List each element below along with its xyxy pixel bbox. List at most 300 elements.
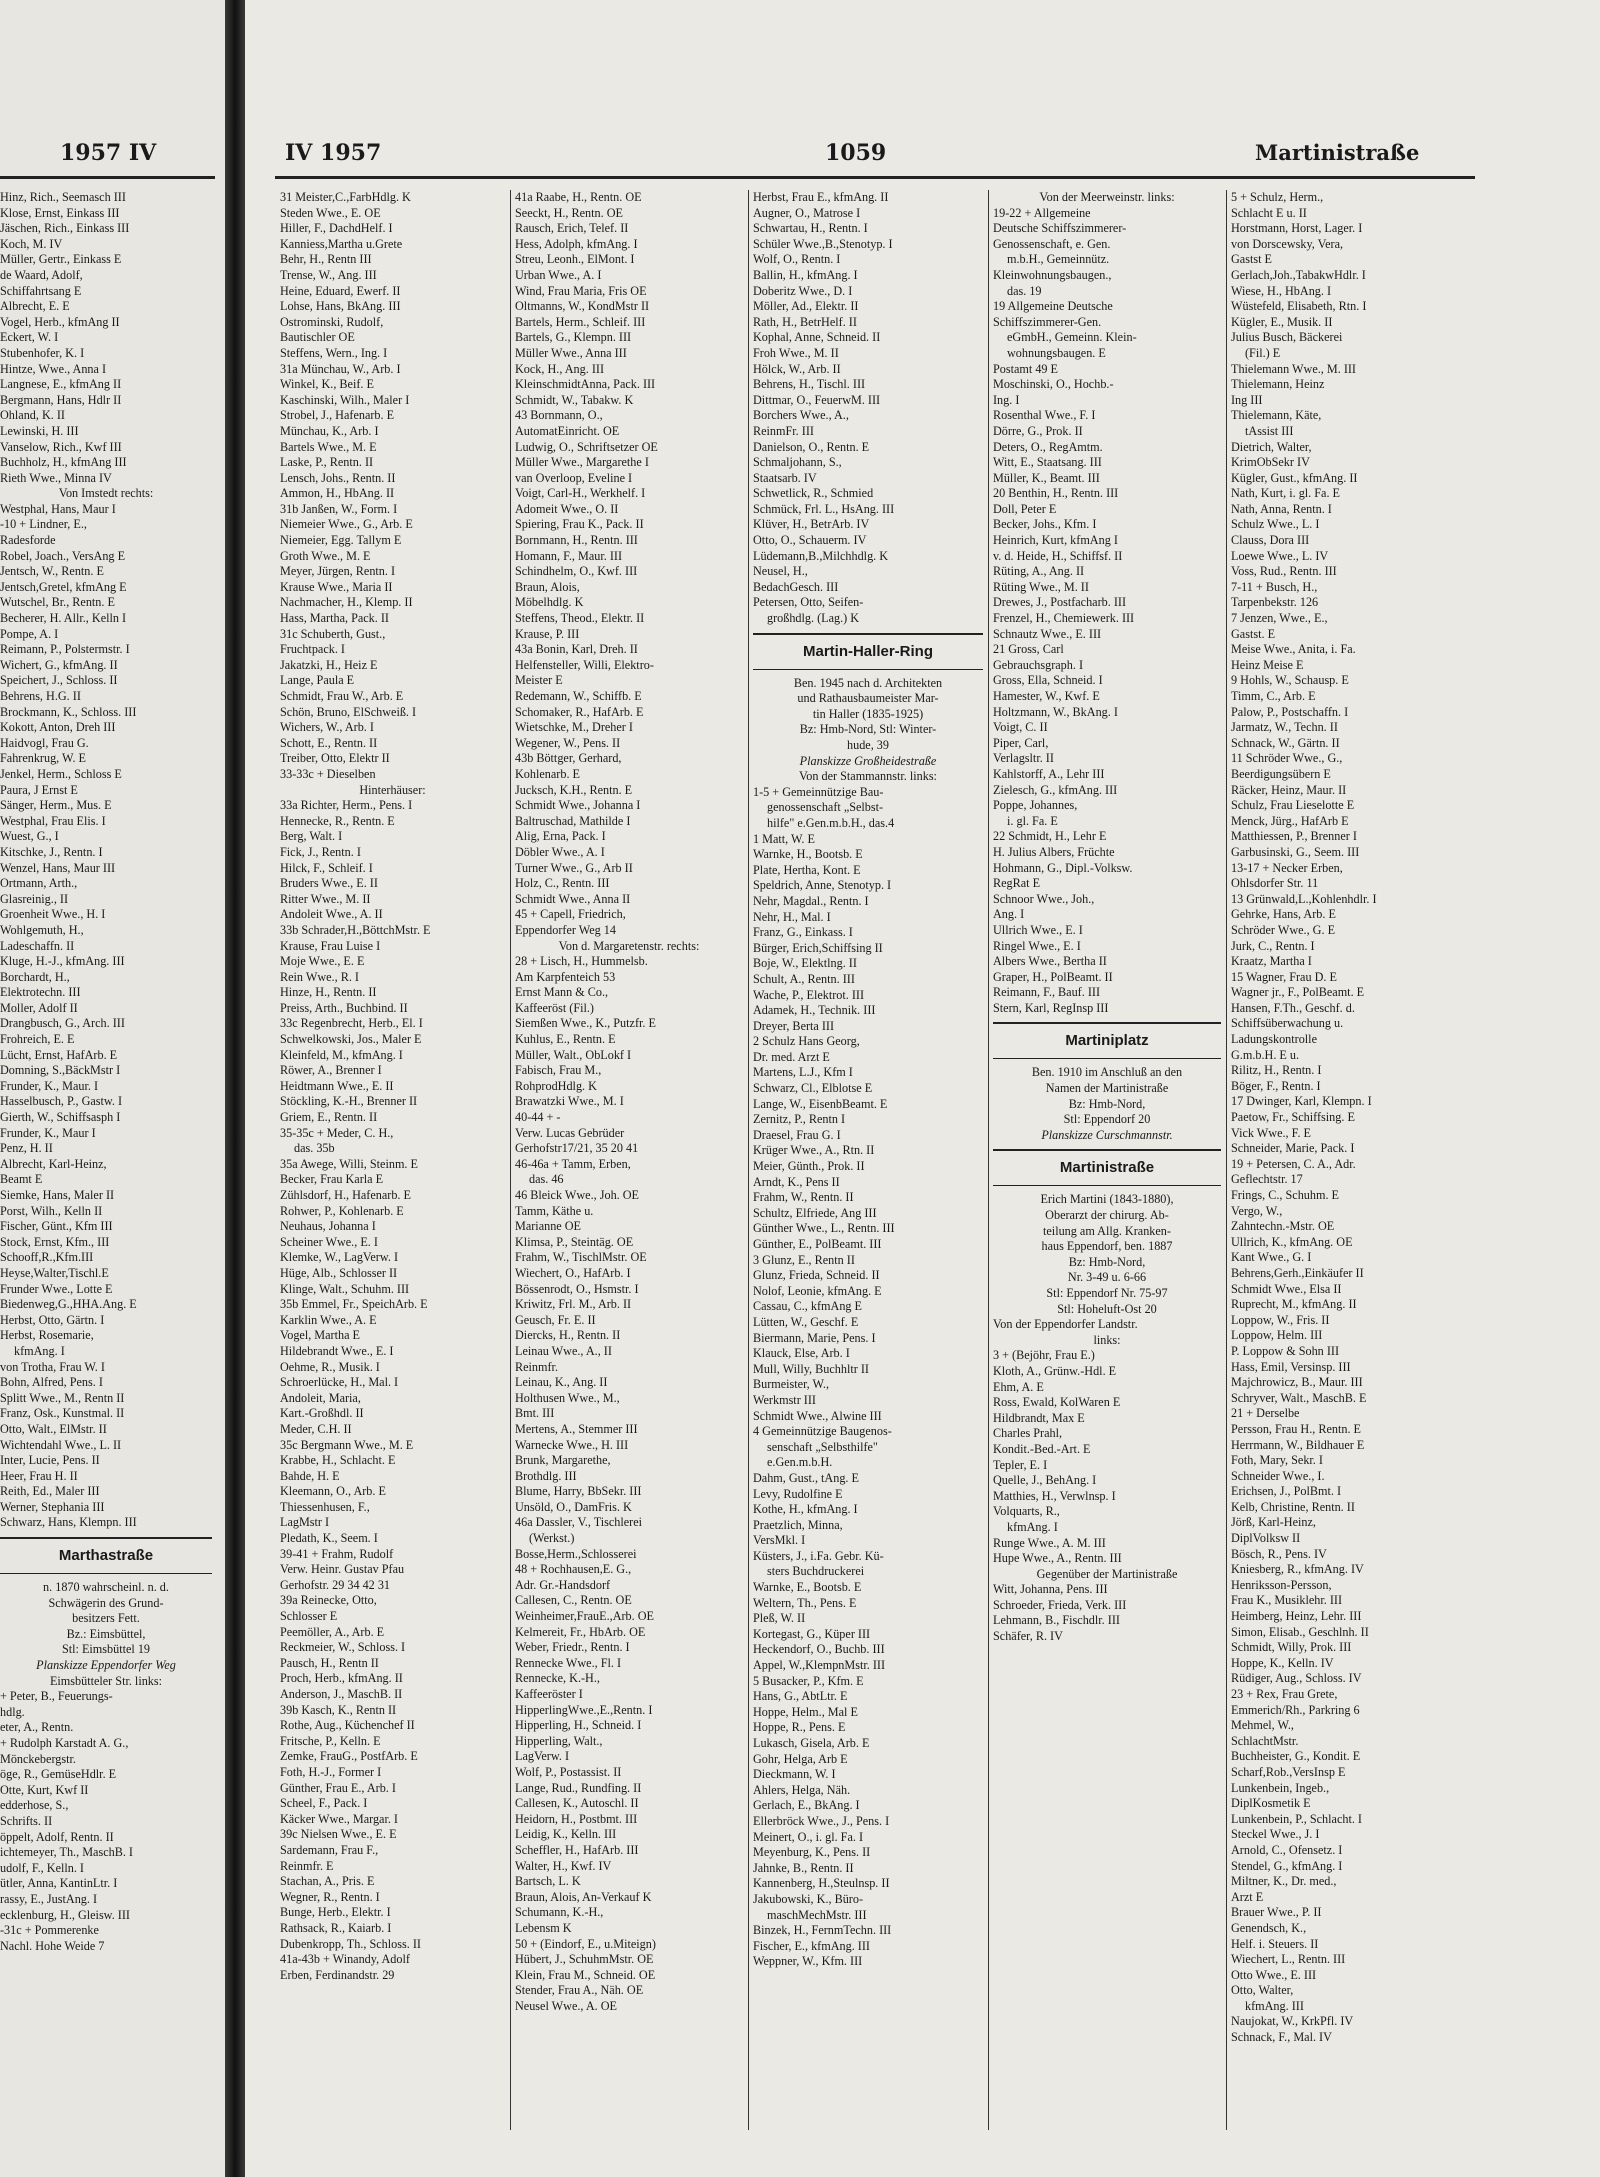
directory-entry: Böger, F., Rentn. I: [1231, 1078, 1321, 1093]
directory-entry: Streu, Leonh., ElMont. I: [515, 252, 635, 267]
directory-entry: 20 Benthin, H., Rentn. III: [993, 486, 1119, 501]
directory-entry: Schwetlick, R., Schmied: [753, 486, 874, 501]
directory-entry: H. Julius Albers, Früchte: [993, 844, 1115, 859]
directory-entry: Brauer Wwe., P. II: [1231, 1905, 1322, 1920]
directory-entry: Porst, Wilh., Kelln II: [0, 1203, 103, 1218]
directory-entry: Geflechtstr. 17: [1231, 1172, 1303, 1187]
directory-entry: Küsters, J., i.Fa. Gebr. Kü-: [753, 1548, 884, 1563]
directory-entry: Lütten, W., Geschf. E: [753, 1314, 859, 1329]
directory-entry: Kniesberg, R., kfmAng. IV: [1231, 1562, 1364, 1577]
directory-entry: Brockmann, K., Schloss. III: [0, 704, 137, 719]
directory-entry: Steckel Wwe., J. I: [1231, 1827, 1320, 1842]
directory-entry: 43 Bornmann, O.,: [515, 408, 603, 423]
directory-entry: Wagner jr., F., PolBeamt. E: [1231, 985, 1365, 1000]
directory-entry: Karklin Wwe., A. E: [280, 1312, 377, 1327]
directory-entry: Meyer, Jürgen, Rentn. I: [280, 564, 396, 579]
directory-entry: Franz, Osk., Kunstmal. II: [0, 1406, 125, 1421]
directory-entry: Stl: Eppendorf Nr. 75-97: [1046, 1286, 1168, 1300]
directory-entry: Frahm, W., Rentn. II: [753, 1190, 854, 1205]
directory-entry: das. 35b: [294, 1141, 335, 1156]
directory-entry: Rein Wwe., R. I: [280, 969, 359, 984]
directory-entry: Praetzlich, Minna,: [753, 1517, 843, 1532]
directory-column-4: [993, 190, 1221, 2130]
directory-entry: Kluge, H.-J., kfmAng. III: [0, 954, 125, 969]
directory-entry: Zühlsdorf, H., Hafenarb. E: [280, 1188, 411, 1202]
directory-entry: Bartels Wwe., M. E: [280, 439, 377, 454]
directory-entry: Ladeschaffn. II: [0, 938, 75, 953]
directory-entry: Ringel Wwe., E. I: [993, 938, 1081, 953]
directory-entry: Otto, O., Schauerm. IV: [753, 533, 867, 548]
directory-entry: Frau K., Musiklehr. III: [1231, 1593, 1343, 1608]
directory-entry: de Waard, Adolf,: [0, 267, 83, 282]
directory-entry: Weber, Friedr., Rentn. I: [515, 1640, 630, 1655]
directory-entry: Mönckebergstr.: [0, 1751, 76, 1766]
directory-entry: Ben. 1910 im Anschluß an den: [1031, 1065, 1183, 1080]
directory-entry: Hiller, F., DachdHelf. I: [280, 221, 393, 236]
directory-entry: Frohreich, E. E: [0, 1032, 75, 1047]
directory-entry: Kraatz, Martha I: [1231, 954, 1312, 969]
directory-entry: Hansen, F.Th., Geschf. d.: [1231, 1000, 1355, 1015]
directory-entry: Schwarz, Hans, Klempn. III: [0, 1515, 137, 1530]
directory-entry: Behrens, H., Tischl. III: [753, 377, 866, 392]
directory-entry: Petersen, Otto, Seifen-: [753, 595, 864, 610]
directory-entry: RegRat E: [993, 876, 1041, 891]
directory-entry: Bohn, Alfred, Pens. I: [0, 1375, 103, 1390]
directory-entry: Treiber, Otto, Elektr II: [280, 751, 390, 766]
directory-entry: Hipperling, H., Schneid. I: [515, 1718, 642, 1733]
directory-entry: Lohse, Hans, BkAng. III: [280, 299, 401, 314]
directory-entry: Penz, H. II: [0, 1141, 53, 1156]
directory-entry: Schneider, Marie, Pack. I: [1231, 1141, 1355, 1156]
directory-entry: 22 Schmidt, H., Lehr E: [993, 829, 1107, 844]
directory-entry: Schiffsüberwachung u.: [1231, 1016, 1344, 1031]
directory-entry: Nolof, Leonie, kfmAng. E: [753, 1283, 882, 1298]
directory-entry: Werner, Stephania III: [0, 1499, 105, 1514]
directory-entry: Diercks, H., Rentn. II: [515, 1328, 621, 1343]
directory-entry: Ohlsdorfer Str. 11: [1231, 876, 1319, 891]
directory-entry: Schultz, Elfriede, Ang III: [753, 1205, 877, 1220]
directory-entry: Langnese, E., kfmAng II: [0, 377, 122, 392]
directory-entry: 35a Awege, Willi, Steinm. E: [280, 1156, 418, 1171]
directory-entry: Holthusen Wwe., M.,: [515, 1390, 620, 1405]
directory-entry: Hölck, W., Arb. II: [753, 361, 841, 376]
directory-entry: Hildbrandt, Max E: [993, 1410, 1085, 1425]
directory-entry: Steden Wwe., E. OE: [280, 205, 381, 220]
directory-entry: Gastst E: [1231, 252, 1272, 267]
directory-entry: Heidorn, H., Postbmt. III: [515, 1811, 638, 1826]
directory-entry: Drewes, J., Postfacharb. III: [993, 595, 1127, 610]
directory-entry: Timm, C., Arb. E: [1231, 689, 1316, 703]
directory-entry: Hess, Adolph, kfmAng. I: [515, 236, 638, 251]
directory-entry: 13-17 + Necker Erben,: [1231, 860, 1343, 875]
directory-entry: Nachmacher, H., Klemp. II: [280, 595, 413, 610]
directory-entry: Reimann, F., Bauf. III: [993, 985, 1100, 1000]
directory-entry: Beerdigungsübern E: [1231, 766, 1331, 781]
directory-entry: Müller, K., Beamt. III: [993, 470, 1100, 485]
directory-entry: Neusel Wwe., A. OE: [515, 1998, 617, 2013]
directory-entry: Hohmann, G., Dipl.-Volksw.: [993, 860, 1133, 875]
directory-entry: Kokott, Anton, Dreh III: [0, 720, 116, 735]
directory-entry: Voigt, Carl-H., Werkhelf. I: [515, 486, 646, 501]
directory-entry: Callesen, C., Rentn. OE: [515, 1593, 632, 1608]
directory-entry: Jenkel, Herm., Schloss E: [0, 766, 122, 781]
directory-entry: Zemke, FrauG., PostfArb. E: [280, 1749, 418, 1764]
directory-entry: Otto, Walt., ElMstr. II: [0, 1421, 107, 1436]
directory-entry: Klose, Ernst, Einkass III: [0, 205, 120, 220]
directory-entry: Alig, Erna, Pack. I: [515, 829, 606, 844]
directory-entry: Frings, C., Schuhm. E: [1231, 1188, 1340, 1202]
directory-entry: Mertens, A., Stemmer III: [515, 1421, 638, 1436]
directory-entry: Schmidt Wwe., Alwine III: [753, 1408, 882, 1423]
directory-entry: Kanniess,Martha u.Grete: [280, 236, 403, 251]
directory-entry: Ammon, H., HbAng. II: [280, 486, 395, 501]
directory-entry: Oltmanns, W., KondMstr II: [515, 299, 650, 314]
directory-entry: Brothdlg. III: [515, 1468, 577, 1483]
directory-entry: Bosse,Herm.,Schlosserei: [515, 1546, 637, 1561]
directory-entry: Heyse,Walter,Tischl.E: [0, 1265, 109, 1280]
directory-entry: Bartels, G., Klempn. III: [515, 330, 632, 345]
directory-entry: Meise Wwe., Anita, i. Fa.: [1231, 642, 1356, 657]
directory-entry: Froh Wwe., M. II: [753, 345, 839, 360]
directory-entry: Fick, J., Rentn. I: [280, 844, 361, 859]
directory-entry: Jentsch,Gretel, kfmAng E: [0, 579, 127, 594]
directory-entry: 31a Münchau, W., Arb. I: [280, 361, 401, 376]
directory-entry: Becker, Frau Karla E: [280, 1172, 384, 1187]
directory-entry: Eimsbütteler Str. links:: [49, 1673, 163, 1688]
directory-entry: Winkel, K., Beif. E: [280, 377, 374, 392]
directory-entry: Hupe Wwe., A., Rentn. III: [993, 1551, 1122, 1566]
directory-entry: Jentsch, W., Rentn. E: [0, 564, 104, 579]
directory-entry: Bahde, H. E: [280, 1468, 340, 1483]
directory-entry: Adomeit Wwe., O. II: [515, 501, 619, 516]
directory-entry: genossenschaft „Selbst-: [767, 800, 884, 815]
directory-entry: Wuest, G., I: [0, 829, 59, 844]
directory-entry: Von d. Margaretenstr. rechts:: [558, 938, 700, 953]
directory-entry: Schulz Wwe., L. I: [1231, 517, 1320, 532]
directory-entry: Kleinwohnungsbaugen.,: [993, 267, 1112, 282]
directory-entry: Herbst, Frau E., kfmAng. II: [753, 190, 889, 204]
directory-entry: Matthies, H., Verwlnsp. I: [993, 1488, 1116, 1503]
directory-entry: Stöckling, K.-H., Brenner II: [280, 1094, 418, 1109]
directory-entry: tin Haller (1835-1925): [812, 706, 924, 721]
directory-entry: VersMkl. I: [753, 1533, 806, 1548]
directory-column-1: [280, 190, 505, 2130]
directory-entry: Kortegast, G., Küper III: [753, 1626, 871, 1641]
directory-entry: Rathsack, R., Kaiarb. I: [280, 1920, 392, 1935]
directory-entry: Kondit.-Bed.-Art. E: [993, 1441, 1091, 1456]
directory-entry: Nehr, H., Mal. I: [753, 909, 831, 924]
directory-entry: 48 + Rochhausen,E. G.,: [515, 1562, 632, 1577]
directory-entry: Stern, Karl, RegInsp III: [993, 1000, 1109, 1015]
directory-entry: Franz, G., Einkass. I: [753, 925, 853, 940]
directory-entry: Hoppe, R., Pens. E: [753, 1720, 846, 1735]
directory-entry: Behrens, H.G. II: [0, 689, 81, 703]
directory-entry: Cassau, C., kfmAng E: [753, 1299, 863, 1314]
directory-entry: 11 Schröder Wwe., G.,: [1231, 751, 1343, 766]
directory-entry: Lange, Paula E: [280, 673, 355, 688]
directory-entry: Becker, Johs., Kfm. I: [993, 517, 1097, 532]
directory-entry: 50 + (Eindorf, E., u.Miteign): [515, 1936, 656, 1951]
directory-entry: Wichtendahl Wwe., L. II: [0, 1437, 122, 1452]
directory-entry: Leidig, K., Kelln. III: [515, 1827, 617, 1842]
directory-entry: Speldrich, Anne, Stenotyp. I: [753, 878, 892, 893]
directory-entry: Adamek, H., Technik. III: [753, 1003, 876, 1018]
directory-entry: Günther Wwe., L., Rentn. III: [753, 1221, 895, 1236]
section-rule: [0, 1537, 212, 1539]
directory-entry: Meier, Günth., Prok. II: [753, 1159, 865, 1174]
directory-entry: Deutsche Schiffszimmerer-: [993, 221, 1127, 236]
directory-entry: Bergmann, Hans, Hdlr II: [0, 392, 122, 407]
directory-entry: Hinterhäuser:: [359, 782, 426, 797]
directory-entry: Loewe Wwe., L. IV: [1231, 548, 1329, 563]
directory-entry: Heidtmann Wwe., E. II: [280, 1078, 394, 1093]
directory-entry: Augner, O., Matrose I: [753, 205, 861, 220]
section-rule: [993, 1149, 1221, 1151]
directory-entry: Rath, H., BetrHelf. II: [753, 314, 857, 329]
directory-entry: Lange, W., EisenbBeamt. E: [753, 1096, 888, 1111]
directory-entry: Wenzel, Hans, Maur III: [0, 860, 116, 875]
directory-entry: Gerlach,Joh.,TabakwHdlr. I: [1231, 267, 1366, 282]
directory-entry: Verw. Heinr. Gustav Pfau: [280, 1562, 405, 1577]
directory-entry: Rausch, Erich, Telef. II: [515, 221, 629, 236]
directory-entry: Griem, E., Rentn. II: [280, 1110, 378, 1125]
directory-entry: Nachl. Hohe Weide 7: [0, 1938, 105, 1953]
directory-entry: RohprodHdlg. K: [515, 1078, 597, 1093]
directory-entry: Schnack, W., Gärtn. II: [1231, 735, 1340, 750]
directory-entry: Marianne OE: [515, 1219, 581, 1234]
directory-entry: Kleinfeld, M., kfmAng. I: [280, 1047, 403, 1062]
directory-entry: 17 Dwinger, Karl, Klempn. I: [1231, 1094, 1372, 1109]
directory-entry: Hoppe, K., Kelln. IV: [1231, 1655, 1334, 1670]
directory-entry: 31 Meister,C.,FarbHdlg. K: [280, 190, 411, 204]
directory-entry: Gohr, Helga, Arb E: [753, 1751, 848, 1766]
directory-entry: hude, 39: [847, 738, 889, 752]
directory-entry: Niemeier Wwe., G., Arb. E: [280, 517, 413, 532]
directory-entry: Volquarts, R.,: [993, 1504, 1060, 1519]
directory-entry: Wichers, W., Arb. I: [280, 720, 374, 735]
directory-entry: Wolf, P., Postassist. II: [515, 1764, 622, 1779]
directory-entry: von Trotha, Frau W. I: [0, 1359, 105, 1374]
directory-entry: Stubenhofer, K. I: [0, 345, 85, 360]
directory-entry: Klinge, Walt., Schuhm. III: [280, 1281, 410, 1296]
directory-entry: Hoppe, Helm., Mal E: [753, 1704, 858, 1719]
directory-entry: links:: [1093, 1332, 1121, 1347]
directory-entry: Albrecht, Karl-Heinz,: [0, 1156, 107, 1171]
directory-entry: Sardemann, Frau F.,: [280, 1842, 379, 1857]
directory-entry: Ang. I: [993, 907, 1025, 922]
directory-entry: 1-5 + Gemeinnützige Bau-: [753, 784, 884, 799]
directory-entry: 4 Gemeinnützige Baugenos-: [753, 1424, 892, 1439]
directory-entry: P. Loppow & Sohn III: [1231, 1343, 1339, 1358]
directory-entry: Helf. i. Steuers. II: [1231, 1936, 1319, 1951]
directory-entry: Bz: Hmb-Nord,: [1068, 1096, 1146, 1111]
directory-entry: Heimberg, Heinz, Lehr. III: [1231, 1609, 1362, 1624]
directory-entry: Doll, Peter E: [993, 501, 1057, 516]
directory-entry: n. 1870 wahrscheinl. n. d.: [43, 1580, 169, 1595]
directory-entry: Rieth Wwe., Minna IV: [0, 470, 112, 485]
directory-entry: Zernitz, P., Rentn I: [753, 1112, 846, 1127]
directory-entry: Stendel, G., kfmAng. I: [1231, 1858, 1343, 1873]
directory-entry: Staatsarb. IV: [753, 470, 817, 485]
directory-column-3: [753, 190, 983, 2130]
directory-entry: das. 19: [1007, 283, 1042, 298]
directory-entry: Graper, H., PolBeamt. II: [993, 969, 1113, 984]
directory-entry: Voss, Rud., Rentn. III: [1231, 564, 1337, 579]
directory-entry: Kock, H., Ang. III: [515, 361, 605, 376]
directory-entry: Jarmatz, W., Techn. II: [1231, 720, 1338, 735]
directory-entry: Witt, Johanna, Pens. III: [993, 1582, 1108, 1597]
directory-entry: Herrmann, W., Bildhauer E: [1231, 1437, 1365, 1452]
left-page-header: 1957 IV: [60, 140, 157, 166]
directory-entry: Krause, P. III: [515, 626, 580, 641]
directory-entry: Von Imstedt rechts:: [58, 486, 154, 501]
directory-entry: Dr. med. Arzt E: [753, 1049, 830, 1064]
directory-entry: -10 + Lindner, E.,: [0, 517, 87, 532]
directory-entry: Schmidt, Willy, Prok. III: [1231, 1640, 1352, 1655]
directory-entry: Scheffler, H., HafArb. III: [515, 1842, 639, 1857]
directory-entry: 7 Jenzen, Wwe., E.,: [1231, 611, 1328, 626]
directory-entry: Jakatzki, H., Heiz E: [280, 657, 378, 672]
directory-entry: Emmerich/Rh., Parkring 6: [1231, 1702, 1360, 1717]
directory-entry: Kannenberg, H.,Steulnsp. II: [753, 1876, 890, 1891]
directory-entry: Meinert, O., i. gl. Fa. I: [753, 1829, 864, 1844]
directory-entry: Boje, W., Elektlng. II: [753, 956, 857, 971]
directory-entry: + Peter, B., Feuerungs-: [0, 1689, 113, 1704]
directory-entry: Stender, Frau A., Näh. OE: [515, 1983, 644, 1998]
directory-entry: Behr, H., Rentn III: [280, 252, 372, 267]
directory-entry: Nath, Anna, Rentn. I: [1231, 501, 1332, 516]
directory-entry: Neuhaus, Johanna I: [280, 1219, 376, 1234]
directory-entry: Vogel, Martha E: [280, 1328, 360, 1343]
directory-entry: Gross, Ella, Schneid. I: [993, 673, 1103, 688]
section-rule: [753, 633, 983, 635]
column-divider: [510, 190, 511, 2130]
directory-entry: Ruprecht, M., kfmAng. II: [1231, 1297, 1357, 1312]
directory-entry: Oehme, R., Musik. I: [280, 1359, 380, 1374]
directory-entry: + Rudolph Karstadt A. G.,: [0, 1736, 129, 1750]
directory-entry: Scheiner Wwe., E. I: [280, 1234, 378, 1249]
directory-entry: Persson, Frau H., Rentn. E: [1231, 1421, 1361, 1436]
directory-entry: Fischer, E., kfmAng. III: [753, 1938, 870, 1953]
directory-entry: Schroeder, Frieda, Verk. III: [993, 1597, 1127, 1612]
directory-entry: Albrecht, E. E: [0, 299, 70, 314]
directory-entry: Frenzel, H., Chemiewerk. III: [993, 611, 1135, 626]
directory-entry: Fahrenkrug, W. E: [0, 751, 86, 766]
directory-entry: Kant Wwe., G. I: [1231, 1250, 1312, 1265]
directory-entry: Homann, F., Maur. III: [515, 548, 623, 563]
directory-entry: Gerhofstr17/21, 35 20 41: [515, 1141, 639, 1156]
directory-entry: Draesel, Frau G. I: [753, 1127, 841, 1142]
directory-entry: Ladungskontrolle: [1231, 1032, 1317, 1047]
directory-entry: Lehmann, B., Fischdlr. III: [993, 1613, 1120, 1628]
directory-entry: Stl: Hoheluft-Ost 20: [1057, 1301, 1157, 1316]
directory-entry: Gierth, W., Schiffsasph I: [0, 1110, 121, 1125]
directory-entry: Hass, Emil, Versinsp. III: [1231, 1359, 1351, 1374]
directory-entry: Becherer, H. Allr., Kelln I: [0, 611, 127, 626]
directory-entry: Koch, M. IV: [0, 236, 63, 251]
directory-entry: Vick Wwe., F. E: [1231, 1125, 1311, 1140]
directory-entry: Vogel, Herb., kfmAng II: [0, 314, 120, 329]
directory-entry: Münchau, K., Arb. I: [280, 423, 379, 438]
directory-entry: Weinheimer,FrauE.,Arb. OE: [515, 1609, 654, 1624]
directory-entry: Reimann, P., Polstermstr. I: [0, 642, 130, 657]
directory-entry: Schindhelm, O., Kwf. III: [515, 564, 638, 579]
directory-entry: Unsöld, O., DamFris. K: [515, 1499, 632, 1514]
directory-entry: Rennecke, K.-H.,: [515, 1671, 600, 1686]
column-divider: [1226, 190, 1227, 2130]
directory-entry: Scharf,Rob.,VersInsp E: [1231, 1764, 1346, 1779]
directory-entry: Ballin, H., kfmAng. I: [753, 267, 858, 282]
directory-entry: Hintze, Wwe., Anna I: [0, 361, 107, 376]
directory-entry: 39b Kasch, K., Rentn II: [280, 1702, 397, 1717]
directory-entry: Ing III: [1231, 392, 1263, 407]
directory-entry: 9 Hohls, W., Schausp. E: [1231, 673, 1349, 688]
directory-entry: Moje Wwe., E. E: [280, 954, 365, 969]
directory-entry: Appel, W.,KlempnMstr. III: [753, 1658, 886, 1673]
directory-entry: Reinmfr. E: [280, 1858, 334, 1873]
directory-entry: Garbusinski, G., Seem. III: [1231, 844, 1360, 859]
directory-entry: Ullrich Wwe., E. I: [993, 922, 1083, 937]
directory-entry: Röwer, A., Brenner I: [280, 1063, 382, 1078]
directory-entry: Frahm, W., TischlMstr. OE: [515, 1250, 647, 1265]
directory-entry: 33a Richter, Herm., Pens. I: [280, 798, 413, 813]
directory-entry: Doberitz Wwe., D. I: [753, 283, 853, 298]
directory-entry: Stock, Ernst, Kfm., III: [0, 1234, 110, 1249]
directory-entry: kfmAng. I: [14, 1343, 65, 1358]
directory-entry: besitzers Fett.: [72, 1611, 140, 1626]
directory-entry: Lunkenbein, Ingeb.,: [1231, 1780, 1330, 1795]
directory-entry: Nr. 3-49 u. 6-66: [1067, 1270, 1147, 1285]
directory-entry: Heine, Eduard, Ewerf. II: [280, 283, 401, 298]
directory-entry: Schmidt Wwe., Johanna I: [515, 798, 641, 813]
directory-entry: Gerlach, E., BkAng. I: [753, 1798, 860, 1813]
directory-entry: Eppendorfer Weg 14: [515, 922, 616, 937]
directory-entry: Berg, Walt. I: [280, 829, 343, 844]
directory-entry: Heinz Meise E: [1231, 657, 1304, 672]
directory-entry: Steffens, Theod., Elektr. II: [515, 611, 645, 626]
directory-entry: teilung am Allg. Kranken-: [1043, 1223, 1171, 1238]
directory-entry: 45 + Capell, Friedrich,: [515, 907, 626, 922]
directory-entry: Schnack, F., Mal. IV: [1231, 2030, 1332, 2045]
directory-entry: Schwarz, Cl., Elblotse E: [753, 1081, 873, 1096]
directory-entry: 35b Emmel, Fr., SpeichArb. E: [280, 1297, 428, 1312]
directory-entry: Postamt 49 E: [993, 361, 1059, 376]
directory-entry: Turner Wwe., G., Arb II: [515, 860, 633, 875]
directory-entry: Müller, Gertr., Einkass E: [0, 252, 122, 267]
directory-entry: Klauck, Else, Arb. I: [753, 1346, 850, 1361]
directory-entry: 40-44 + -: [515, 1110, 561, 1125]
directory-entry: Deters, O., RegAmtm.: [993, 439, 1103, 454]
directory-entry: 46-46a + Tamm, Erben,: [515, 1156, 631, 1171]
directory-entry: Rennecke Wwe., Fl. I: [515, 1655, 622, 1670]
directory-entry: Moschinski, O., Hochb.-: [993, 377, 1114, 392]
directory-entry: 23 + Rex, Frau Grete,: [1231, 1687, 1338, 1701]
section-rule: [993, 1185, 1221, 1186]
directory-entry: Oberarzt der chirurg. Ab-: [1045, 1208, 1169, 1223]
directory-entry: Preiss, Arth., Buchbind. II: [280, 1000, 408, 1015]
directory-entry: Spiering, Frau K., Pack. II: [515, 517, 644, 532]
directory-entry: Hilck, F., Schleif. I: [280, 860, 373, 875]
directory-entry: Sänger, Herm., Mus. E: [0, 798, 112, 813]
directory-entry: Schulz, Frau Lieselotte E: [1231, 798, 1355, 813]
directory-entry: Müller Wwe., Margarethe I: [515, 455, 649, 470]
directory-entry: Pleß, W. II: [753, 1611, 806, 1626]
directory-entry: Borchardt, H.,: [0, 969, 70, 984]
directory-entry: Stl: Eimsbüttel 19: [61, 1642, 151, 1657]
directory-entry: Meder, C.H. II: [280, 1421, 352, 1436]
directory-entry: Schomaker, R., HafArb. E: [515, 704, 644, 719]
directory-entry: Charles Prahl,: [993, 1426, 1063, 1441]
